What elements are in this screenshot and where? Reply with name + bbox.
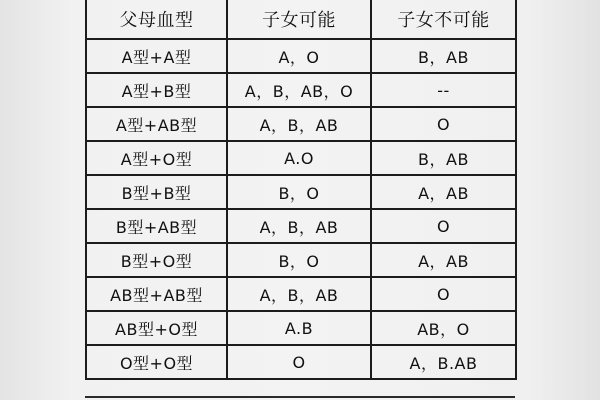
- child-impossible-cell: O: [371, 107, 516, 141]
- table-row: [86, 243, 516, 277]
- child-impossible-cell: A，AB: [371, 243, 516, 277]
- table-row: [86, 209, 516, 243]
- child-impossible-cell: B，AB: [371, 39, 516, 73]
- child-possible-cell: A.B: [227, 311, 371, 345]
- child-possible-cell: A，B，AB: [227, 107, 371, 141]
- table-row: [86, 311, 516, 345]
- child-impossible-cell: A，AB: [371, 175, 516, 209]
- child-possible-cell: A，B，AB，O: [227, 73, 371, 107]
- child-possible-cell: A，O: [227, 39, 371, 73]
- parent-blood-type-cell: A型+B型: [86, 73, 227, 107]
- child-possible-cell: A.O: [227, 141, 371, 175]
- parent-blood-type-cell: A型+O型: [86, 141, 227, 175]
- table-row: [86, 107, 516, 141]
- child-possible-cell: B，O: [227, 243, 371, 277]
- parent-blood-type-cell: A型+A型: [86, 39, 227, 73]
- child-impossible-cell: B，AB: [371, 141, 516, 175]
- parent-blood-type-cell: B型+AB型: [86, 209, 227, 243]
- column-header-child-possible: 子女可能: [227, 0, 371, 39]
- table-row: [86, 277, 516, 311]
- child-possible-cell: B，O: [227, 175, 371, 209]
- table-next-row-border: [85, 396, 515, 398]
- column-header-parent-blood-type: 父母血型: [86, 0, 227, 39]
- table-row: [86, 39, 516, 73]
- child-possible-cell: A，B，AB: [227, 277, 371, 311]
- parent-blood-type-cell: AB型+AB型: [86, 277, 227, 311]
- parent-blood-type-cell: A型+AB型: [86, 107, 227, 141]
- column-header-child-impossible: 子女不可能: [371, 0, 516, 39]
- child-impossible-cell: AB，O: [371, 311, 516, 345]
- child-impossible-cell: O: [371, 209, 516, 243]
- child-possible-cell: O: [227, 345, 371, 379]
- table-row: [86, 73, 516, 107]
- table-row: [86, 141, 516, 175]
- table-row: [86, 345, 516, 379]
- parent-blood-type-cell: AB型+O型: [86, 311, 227, 345]
- child-impossible-cell: --: [371, 73, 516, 107]
- parent-blood-type-cell: B型+B型: [86, 175, 227, 209]
- child-possible-cell: A，B，AB: [227, 209, 371, 243]
- parent-blood-type-cell: O型+O型: [86, 345, 227, 379]
- table-header-row: [86, 0, 516, 39]
- parent-blood-type-cell: B型+O型: [86, 243, 227, 277]
- child-impossible-cell: O: [371, 277, 516, 311]
- child-impossible-cell: A，B.AB: [371, 345, 516, 379]
- table-row: [86, 175, 516, 209]
- blood-type-table: [85, 0, 517, 380]
